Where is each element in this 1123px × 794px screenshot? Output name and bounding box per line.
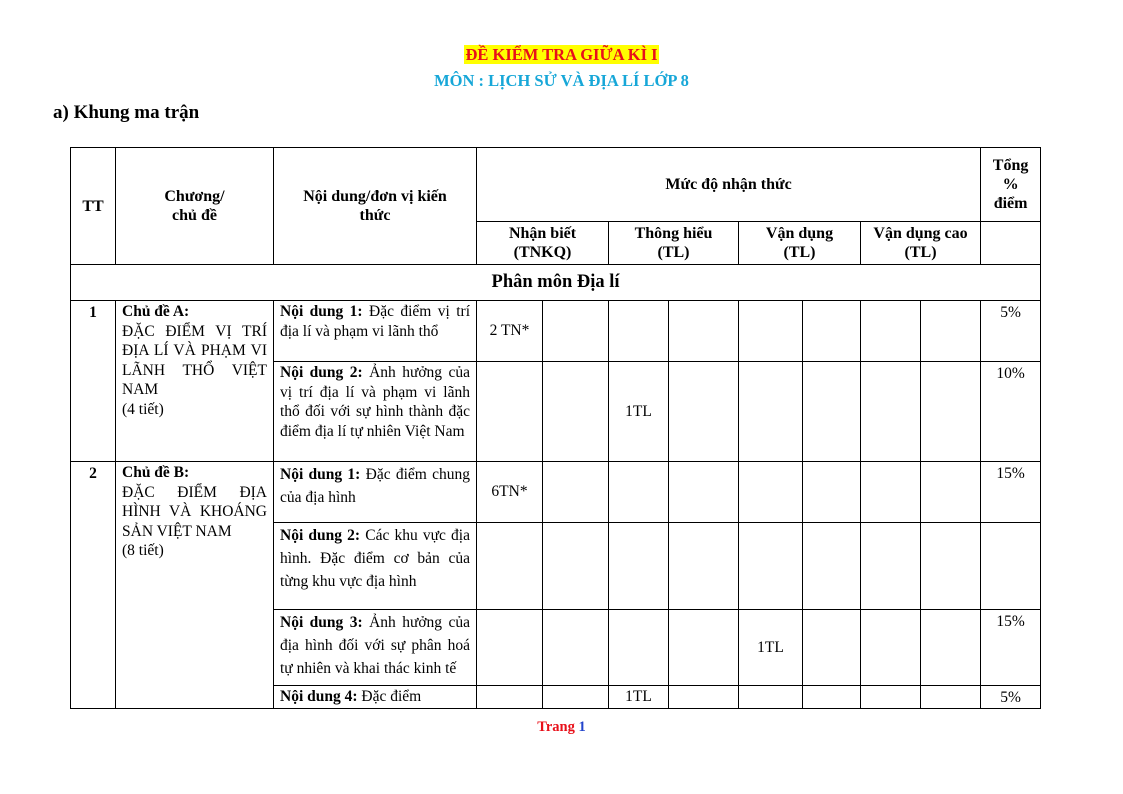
topic-name: ĐẶC ĐIỂM ĐỊA HÌNH VÀ KHOÁNG SẢN VIỆT NAM: [122, 483, 267, 540]
empty-cell: [803, 610, 861, 686]
table-row: [71, 301, 1041, 362]
col-topic-header-line2: chủ đề: [172, 207, 217, 224]
col-total-header-line1: Tổng: [992, 157, 1029, 174]
empty-cell: [803, 362, 861, 462]
empty-cell: [861, 301, 921, 362]
topic-hours: (8 tiết): [122, 542, 164, 559]
col-total-header: [981, 148, 1041, 222]
empty-cell: [739, 523, 803, 610]
empty-cell: [669, 301, 739, 362]
percent-cell: 15%: [981, 610, 1041, 686]
matrix-table: [70, 147, 1041, 709]
page-label: Trang: [537, 719, 575, 735]
empty-cell: [861, 523, 921, 610]
band-row: [71, 265, 1041, 301]
level-header-line2: (TL): [904, 244, 937, 261]
empty-cell: [739, 301, 803, 362]
empty-cell: [477, 362, 543, 462]
empty-cell: [861, 686, 921, 709]
empty-cell: [609, 462, 669, 523]
header-row-1: [71, 148, 1041, 222]
level-header-line1: Vận dụng cao: [873, 225, 968, 242]
empty-cell: [543, 523, 609, 610]
content-label: Nội dung 1:: [280, 303, 363, 320]
empty-cell: [477, 523, 543, 610]
empty-cell: [921, 462, 981, 523]
content-cell: [274, 301, 477, 362]
empty-cell: [981, 523, 1041, 610]
level-header-van-dung-cao: [861, 222, 981, 265]
level-header-nhan-biet: [477, 222, 609, 265]
empty-cell: [921, 301, 981, 362]
col-content-header-line1: Nội dung/đơn vị kiến: [303, 188, 447, 205]
topic-label: Chủ đề A:: [122, 303, 190, 320]
empty-cell: [739, 462, 803, 523]
exam-title: [0, 44, 1123, 66]
content-label: Nội dung 4:: [280, 688, 358, 705]
level-header-line2: (TL): [783, 244, 816, 261]
empty-cell: [543, 462, 609, 523]
empty-cell: [921, 523, 981, 610]
topic-label: Chủ đề B:: [122, 464, 190, 481]
col-content-header-line2: thức: [359, 207, 391, 224]
empty-cell: [803, 686, 861, 709]
empty-cell: [543, 301, 609, 362]
empty-cell: [543, 610, 609, 686]
content-cell: [274, 462, 477, 523]
empty-cell: [669, 362, 739, 462]
topic-cell: [116, 462, 274, 709]
empty-cell: [609, 301, 669, 362]
level-header-line2: (TL): [657, 244, 690, 261]
empty-cell: [803, 301, 861, 362]
empty-cell: [861, 610, 921, 686]
percent-cell: 15%: [981, 462, 1041, 523]
empty-cell: [921, 686, 981, 709]
empty-cell: [803, 462, 861, 523]
empty-cell: [543, 686, 609, 709]
topic-number: 1: [71, 301, 116, 462]
col-total-header-line2: %: [1002, 176, 1019, 193]
col-topic-header: [116, 148, 274, 265]
content-text: Đặc điểm chung của địa hình: [280, 466, 471, 506]
empty-cell: [477, 610, 543, 686]
col-topic-header-line1: Chương/: [164, 188, 225, 205]
empty-cell: [669, 610, 739, 686]
page-number: 1: [578, 719, 586, 735]
level-cell: 6TN*: [477, 462, 543, 523]
topic-name: ĐẶC ĐIỂM VỊ TRÍ ĐỊA LÍ VÀ PHẠM VI LÃNH THỔ VIỆT NAM: [122, 322, 267, 398]
empty-cell: [609, 523, 669, 610]
empty-cell: [921, 362, 981, 462]
topic-cell: [116, 301, 274, 462]
col-total-header-line3: điểm: [993, 195, 1028, 212]
empty-cell: [543, 362, 609, 462]
level-cell: 1TL: [609, 686, 669, 709]
content-text: Đặc điểm: [361, 688, 422, 705]
content-label: Nội dung 1:: [280, 466, 361, 483]
level-cell: 2 TN*: [477, 301, 543, 362]
topic-number: 2: [71, 462, 116, 709]
page-footer: [0, 719, 1123, 736]
level-header-van-dung: [739, 222, 861, 265]
empty-cell: [669, 686, 739, 709]
empty-cell: [861, 362, 921, 462]
content-cell: [274, 610, 477, 686]
empty-cell: [861, 462, 921, 523]
col-content-header: [274, 148, 477, 265]
level-cell: 1TL: [609, 362, 669, 462]
subject-band: Phân môn Địa lí: [71, 265, 1041, 301]
content-cell: [274, 523, 477, 610]
content-text: Ảnh hưởng của địa hình đối với sự phân hoá tự nhiên và khai thác kinh tế: [280, 614, 470, 677]
content-label: Nội dung 3:: [280, 614, 363, 631]
exam-subtitle: MÔN : LỊCH SỬ VÀ ĐỊA LÍ LỚP 8: [434, 71, 689, 90]
empty-cell: [981, 222, 1041, 265]
empty-cell: [477, 686, 543, 709]
level-header-line1: Thông hiểu: [634, 225, 713, 242]
level-header-line1: Vận dụng: [765, 225, 834, 242]
content-label: Nội dung 2:: [280, 527, 361, 544]
content-text: Ảnh hưởng của vị trí địa lí và phạm vi lãnh thổ đối với sự hình thành đặc điểm địa lí tự nhiên Việt Nam: [280, 364, 470, 440]
exam-title-text: ĐỀ KIỂM TRA GIỮA KÌ I: [465, 45, 658, 64]
level-group-header: Mức độ nhận thức: [477, 148, 981, 222]
section-heading: a) Khung ma trận: [53, 102, 200, 123]
percent-cell: 10%: [981, 362, 1041, 462]
empty-cell: [609, 610, 669, 686]
table-row: [71, 462, 1041, 523]
level-cell: 1TL: [739, 610, 803, 686]
percent-cell: 5%: [981, 686, 1041, 709]
empty-cell: [739, 362, 803, 462]
percent-cell: 5%: [981, 301, 1041, 362]
empty-cell: [669, 462, 739, 523]
content-label: Nội dung 2:: [280, 364, 363, 381]
empty-cell: [739, 686, 803, 709]
content-text: Các khu vực địa hình. Đặc điểm cơ bản của từng khu vực địa hình: [280, 527, 470, 590]
topic-hours: (4 tiết): [122, 400, 164, 418]
level-header-thong-hieu: [609, 222, 739, 265]
empty-cell: [669, 523, 739, 610]
content-text: Đặc điểm vị trí địa lí và phạm vi lãnh thổ: [280, 303, 470, 340]
level-header-line2: (TNKQ): [513, 244, 572, 261]
empty-cell: [921, 610, 981, 686]
content-cell: [274, 362, 477, 462]
col-tt-header: TT: [71, 148, 116, 265]
empty-cell: [803, 523, 861, 610]
content-cell: [274, 686, 477, 709]
level-header-line1: Nhận biết: [508, 225, 577, 242]
